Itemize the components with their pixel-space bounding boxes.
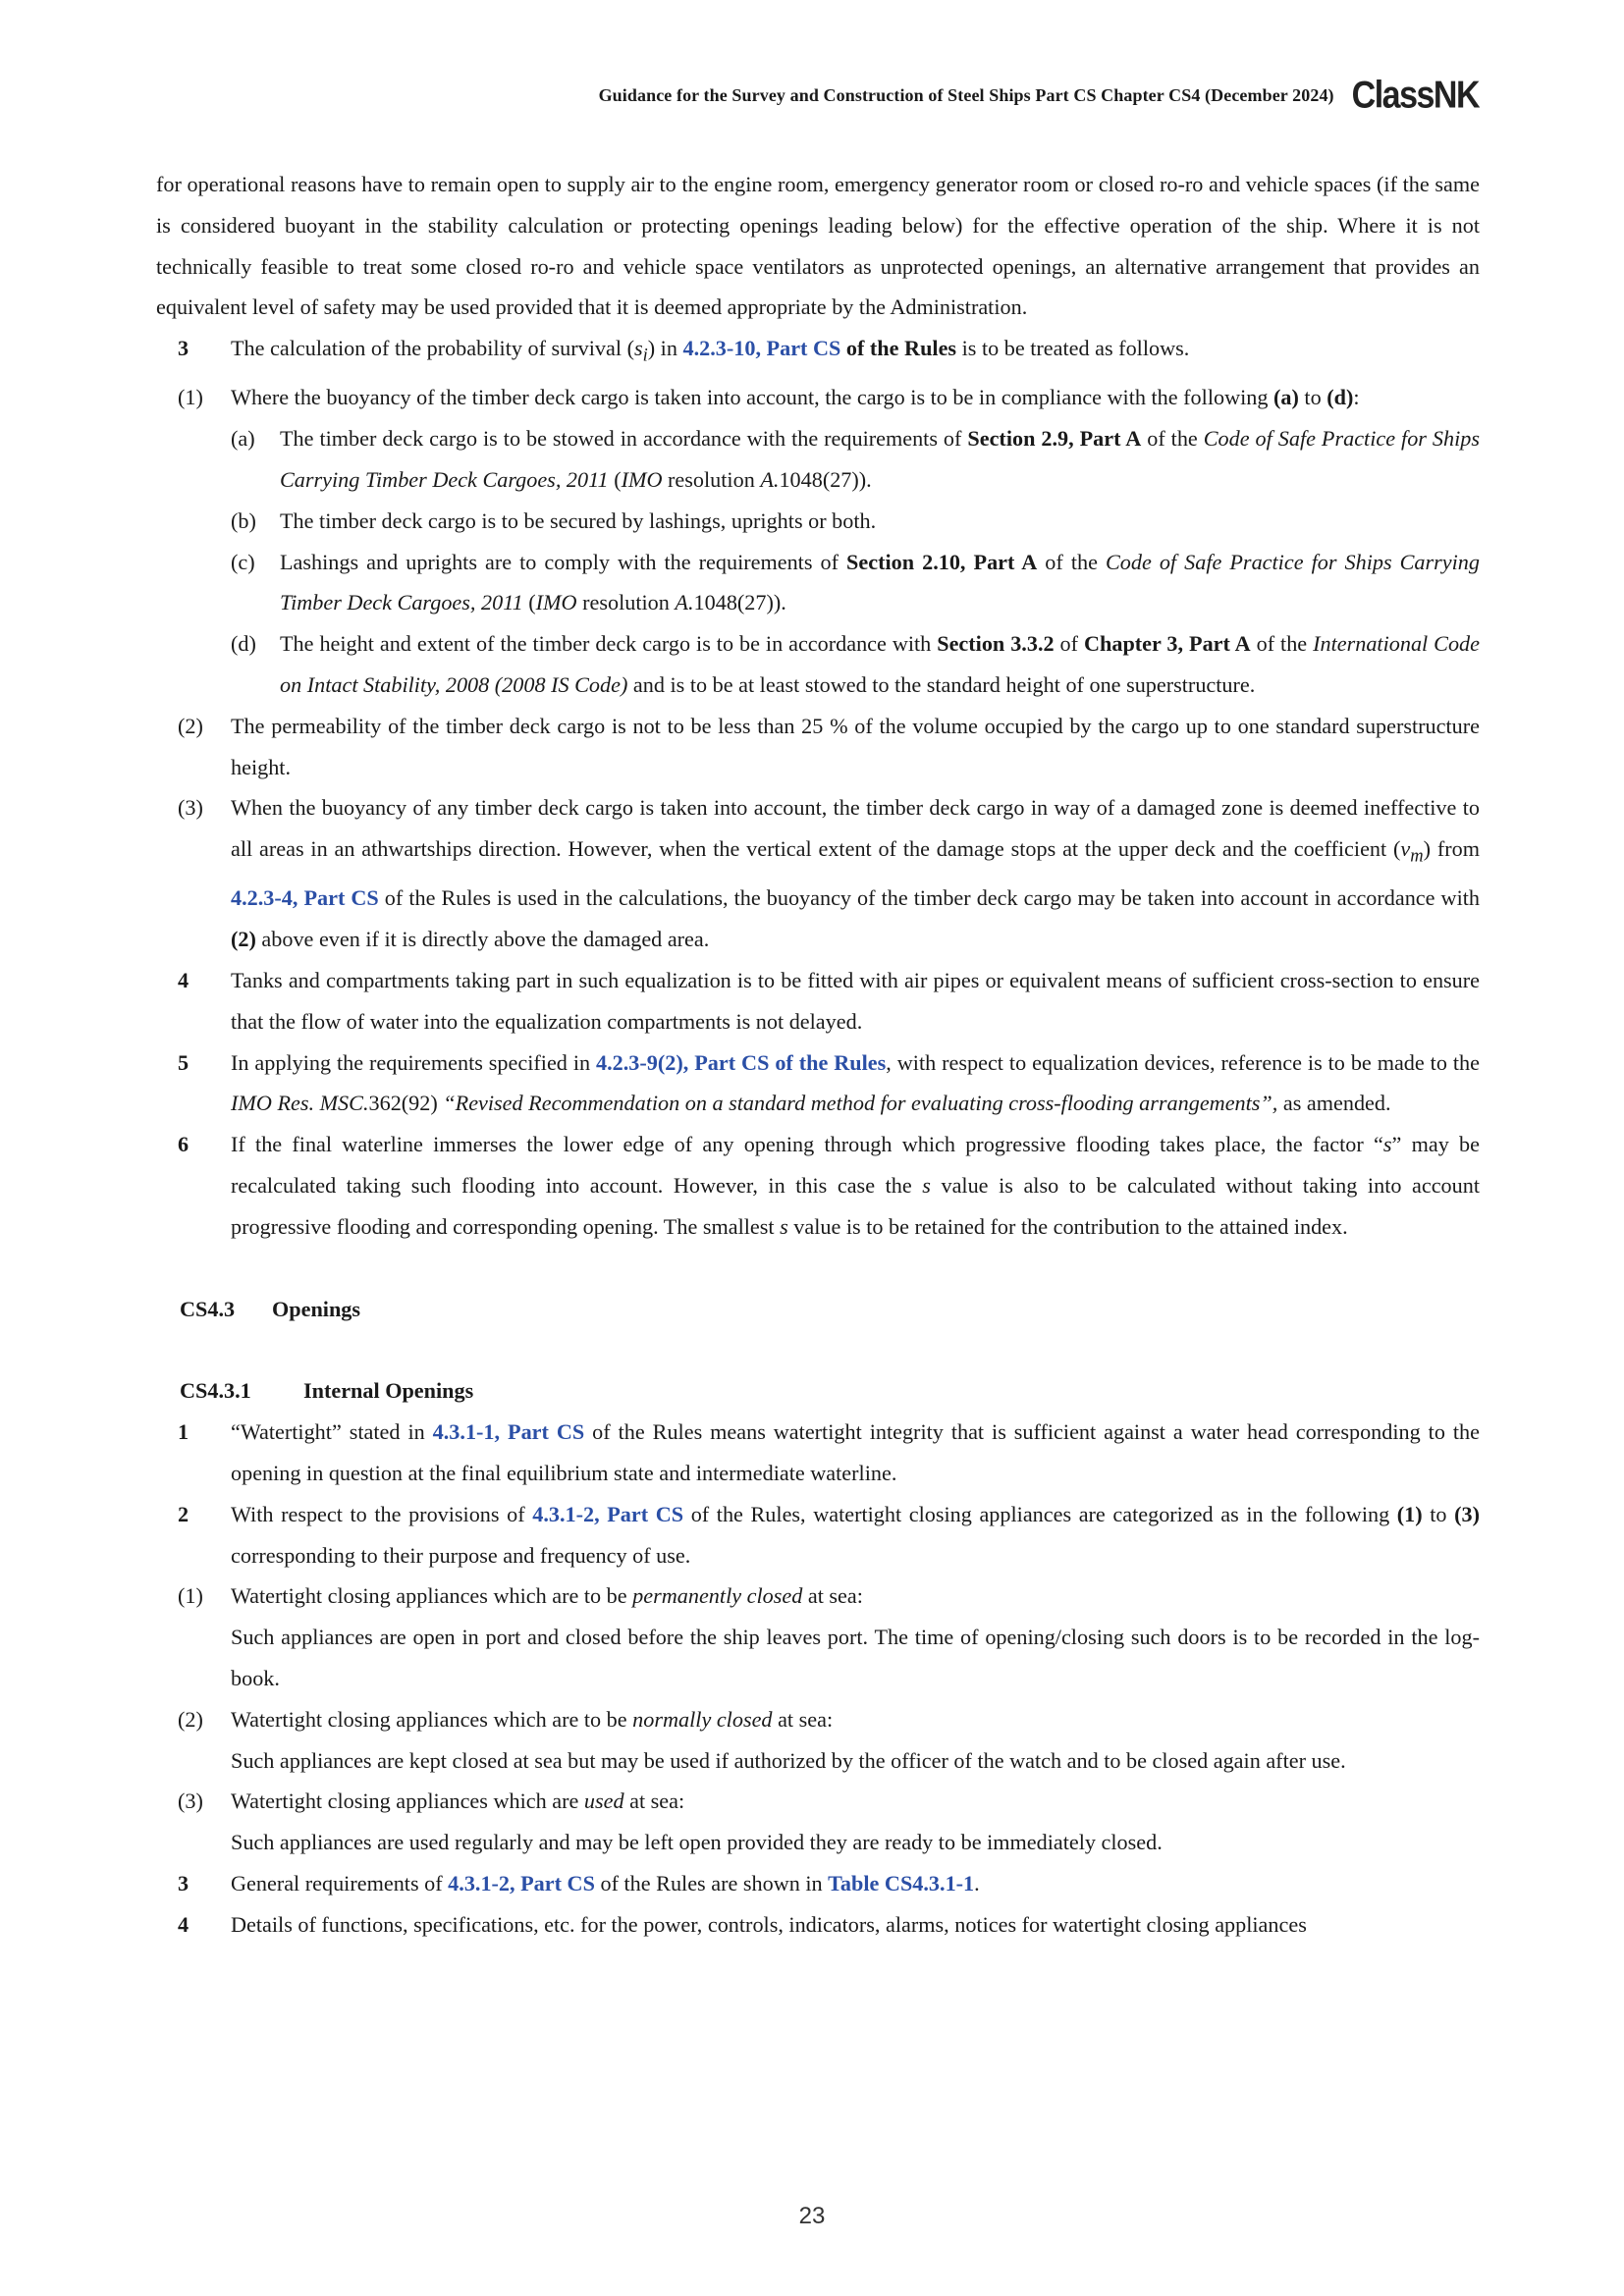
link-4-3-1-2b[interactable]: 4.3.1-2, Part CS — [448, 1870, 595, 1896]
link-table-cs4-3-1-1[interactable]: Table CS4.3.1-1 — [828, 1870, 975, 1896]
link-4-2-3-4[interactable]: 4.2.3-4, Part CS — [231, 885, 379, 911]
paragraph-q3: 3 General requirements of 4.3.1-2, Part CS of the Rules are shown in Table CS4.3.1-1. — [178, 1870, 980, 1896]
item-3-1-a: (a) The timber deck cargo is to be stowed in accordance with the requirements of Section 2.9, Part A of the Code of Safe Practice for Ships Carrying Timber Deck Cargoes, 2011 (IMO resolution A.1048(27)). — [231, 426, 1480, 493]
link-4-2-3-9[interactable]: 4.2.3-9(2), Part CS of the Rules — [596, 1049, 887, 1075]
page-number: 23 — [798, 2203, 826, 2229]
link-4-2-3-10[interactable]: 4.2.3-10, Part CS — [682, 336, 841, 361]
intro-paragraph: for operational reasons have to remain open to supply air to the engine room, emergency generator room or closed ro-ro and vehicle spaces (if the same is considered buoyant in the stability calculation or protecting openings leading below) for the effective operation of the ship. Where it is not technically feasible to treat some closed ro-ro and vehicle space ventilators as unprotected openings, an alternative arrangement that provides an equivalent level of safety may be used provided that it is deemed appropriate by the Administration. — [156, 172, 1480, 320]
item-3-3: (3) When the buoyancy of any timber deck cargo is taken into account, the timber deck cargo in way of a damaged zone is deemed ineffective to all areas in an athwartships direction. However, when the vertical extent of the damage stops at the upper deck and the coefficient $(v_m)$ from 4.2.3-4, Part CS of the Rules is used in the calculations, the buoyancy of the timber deck cargo may be taken into account in accordance with (2) above even if it is directly above the damaged area. — [178, 795, 1480, 952]
item-3-1: (1) Where the buoyancy of the timber deck cargo is taken into account, the cargo is to be in compliance with the following (a) to (d): — [178, 385, 1360, 410]
document-body — [156, 164, 1480, 1946]
paragraph-q1: 1 “Watertight” stated in 4.3.1-1, Part CS of the Rules means watertight integrity that is sufficient against a water head corresponding to the opening in question at the final equilibrium state and intermediate waterline. — [178, 1419, 1480, 1485]
item-q2-2: (2) Watertight closing appliances which are to be normally closed at sea: — [178, 1706, 834, 1732]
item-q2-3: (3) Watertight closing appliances which are used at sea: — [178, 1789, 685, 1814]
item-3-1-d: (d) The height and extent of the timber deck cargo is to be in accordance with Section 3.3.2 of Chapter 3, Part A of the International Code on Intact Stability, 2008 (2008 IS Code) and is to be at least stowed to the standard height of one superstructure. — [231, 631, 1480, 697]
section-heading-cs4-3-1: CS4.3.1 Internal Openings — [180, 1378, 474, 1404]
item-3-1-c: (c) Lashings and uprights are to comply with the requirements of Section 2.10, Part A of the Code of Safe Practice for Ships Carrying Timber Deck Cargoes, 2011 (IMO resolution A.1048(27)). — [231, 549, 1480, 615]
header-title: Guidance for the Survey and Construction of Steel Ships Part CS Chapter CS4 (December 2024) — [598, 85, 1334, 105]
paragraph-4: 4 Tanks and compartments taking part in such equalization is to be fitted with air pipes or equivalent means of sufficient cross-section to ensure that the flow of water into the equalization compartments is not delayed. — [178, 968, 1480, 1034]
paragraph-3: 3 The calculation of the probability of survival $(s_i)$ in 4.2.3-10, Part CS of the Rules is to be treated as follows. — [178, 336, 1190, 366]
item-3-2: (2) The permeability of the timber deck cargo is not to be less than 25 % of the volume occupied by the cargo up to one standard superstructure height. — [178, 713, 1480, 779]
item-q2-3-detail: Such appliances are used regularly and may be left open provided they are ready to be immediately closed. — [231, 1830, 1163, 1855]
paragraph-6: 6 If the final waterline immerses the lower edge of any opening through which progressive flooding takes place, the factor “s” may be recalculated taking such flooding into account. However, in this case the s value is also to be calculated without taking into account progressive flooding and corresponding opening. The smallest s value is to be retained for the contribution to the attained index. — [178, 1132, 1480, 1239]
item-q2-1-detail: Such appliances are open in port and closed before the ship leaves port. The time of opening/closing such doors is to be recorded in the log-book. — [231, 1625, 1480, 1690]
classnk-logo: ClassNK — [1351, 74, 1479, 117]
item-3-1-b: (b) The timber deck cargo is to be secured by lashings, uprights or both. — [231, 507, 877, 533]
link-4-3-1-2[interactable]: 4.3.1-2, Part CS — [532, 1501, 684, 1526]
paragraph-5: 5 In applying the requirements specified in 4.2.3-9(2), Part CS of the Rules, with respect to equalization devices, reference is to be made to the IMO Res. MSC.362(92) “Revised Recommendation on a standard method for evaluating cross-flooding arrangements”, as amended. — [178, 1049, 1480, 1116]
item-q2-2-detail: Such appliances are kept closed at sea but may be used if authorized by the officer of the watch and to be closed again after use. — [231, 1747, 1346, 1773]
paragraph-q2: 2 With respect to the provisions of 4.3.1-2, Part CS of the Rules, watertight closing appliances are categorized as in the following (1) to (3) corresponding to their purpose and frequency of use. — [178, 1501, 1480, 1568]
link-4-3-1-1[interactable]: 4.3.1-1, Part CS — [432, 1419, 585, 1445]
item-q2-1: (1) Watertight closing appliances which are to be permanently closed at sea: — [178, 1583, 863, 1609]
section-heading-cs4-3: CS4.3 Openings — [180, 1296, 361, 1321]
paragraph-q4: 4 Details of functions, specifications, etc. for the power, controls, indicators, alarms, notices for watertight closing appliances — [178, 1911, 1307, 1937]
page-header — [598, 74, 1479, 117]
